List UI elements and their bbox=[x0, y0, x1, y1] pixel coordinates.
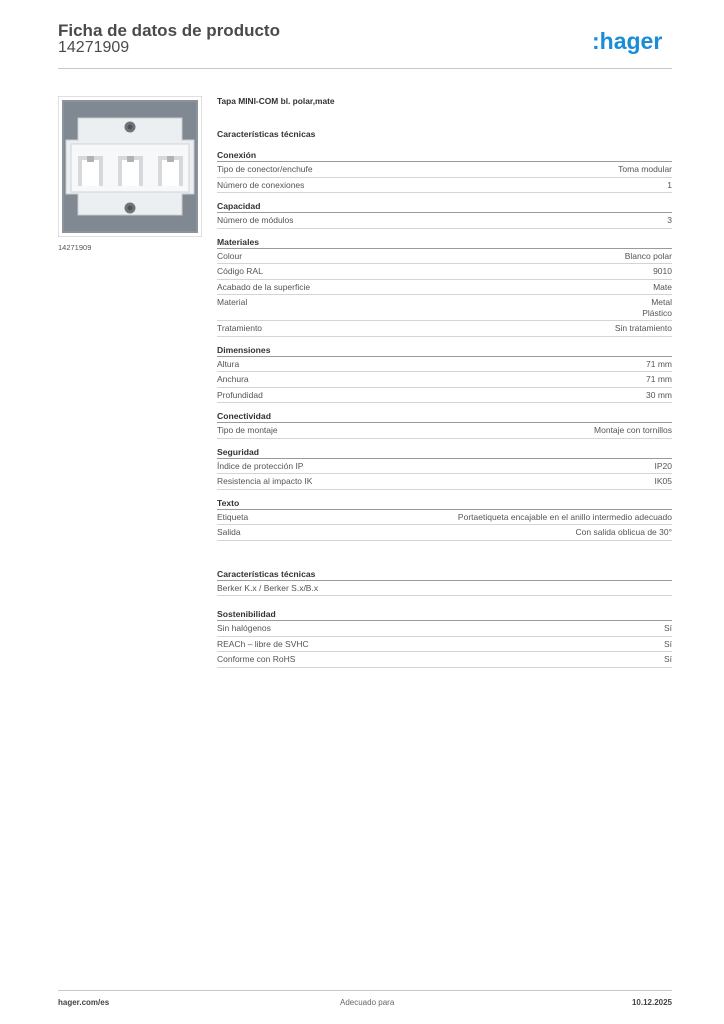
spec-value bbox=[646, 374, 672, 385]
spec-row-indice-de-proteccion-ip bbox=[217, 459, 672, 475]
spec-label: Anchura bbox=[217, 374, 249, 384]
spec-row-tipo-de-montaje bbox=[217, 423, 672, 439]
spec-value-line: IP20 bbox=[654, 460, 672, 471]
spec-value-line: Montaje con tornillos bbox=[594, 425, 672, 435]
spec-group-dimensiones bbox=[217, 342, 672, 404]
spec-row-conforme-con-rohs bbox=[217, 652, 672, 668]
spec-row-numero-de-conexiones bbox=[217, 178, 672, 194]
hager-logo bbox=[592, 28, 674, 58]
spec-group-capacidad bbox=[217, 198, 672, 229]
spec-value bbox=[667, 180, 672, 191]
spec-value bbox=[653, 266, 672, 277]
spec-group-title: Conexión bbox=[217, 147, 672, 162]
spec-value-line: Sí bbox=[663, 623, 672, 633]
spec-label: Colour bbox=[217, 250, 243, 261]
spec-row-profundidad bbox=[217, 388, 672, 404]
spec-value bbox=[664, 639, 672, 650]
spec-row-material bbox=[217, 295, 672, 321]
spec-value-line: 1 bbox=[667, 179, 672, 190]
spec-value bbox=[576, 527, 673, 538]
spec-value-line: 9010 bbox=[653, 266, 672, 276]
spec-value bbox=[646, 390, 672, 401]
spec-row-anchura bbox=[217, 372, 672, 388]
spec-row-codigo-ral bbox=[217, 264, 672, 280]
spec-value bbox=[653, 282, 672, 293]
section-title-technical-2: Características técnicas bbox=[217, 566, 672, 581]
spec-label: Número de conexiones bbox=[217, 179, 305, 190]
section-title-technical: Características técnicas bbox=[217, 129, 316, 139]
header-divider bbox=[58, 68, 672, 69]
product-code-header: 14271909 bbox=[58, 39, 130, 56]
spec-value-line: 71 mm bbox=[646, 358, 672, 369]
spec-row-tipo-de-conector-enchufe bbox=[217, 162, 672, 178]
spec-label: Profundidad bbox=[217, 389, 263, 400]
spec-row-resistencia-al-impacto-ik bbox=[217, 474, 672, 490]
spec-value bbox=[458, 512, 672, 523]
footer-divider bbox=[58, 990, 672, 991]
spec-groups bbox=[217, 147, 672, 541]
spec-label: REACh – libre de SVHC bbox=[217, 638, 309, 649]
spec-sheet bbox=[217, 92, 672, 668]
spec-group-conectividad bbox=[217, 408, 672, 439]
spec-row-salida bbox=[217, 525, 672, 541]
hager-logo-text: :hager bbox=[592, 28, 663, 54]
spec-value-line: 71 mm bbox=[646, 374, 672, 384]
spec-value-line: Con salida oblicua de 30° bbox=[575, 527, 672, 537]
spec-group-texto bbox=[217, 495, 672, 541]
footer-website: hager.com/es bbox=[58, 998, 110, 1007]
spec-label: Etiqueta bbox=[217, 511, 249, 522]
spec-group-title: Dimensiones bbox=[217, 342, 672, 357]
spec-label: Acabado de la superficie bbox=[217, 281, 311, 292]
spec-label: Número de módulos bbox=[217, 215, 294, 225]
spec-value bbox=[664, 654, 672, 665]
compatibility-row bbox=[217, 581, 672, 597]
spec-value-line: Sí bbox=[663, 654, 672, 664]
spec-group-seguridad bbox=[217, 444, 672, 490]
spec-row-reach-libre-de-svhc bbox=[217, 637, 672, 653]
spec-group-conexion bbox=[217, 147, 672, 193]
spec-value bbox=[615, 323, 672, 334]
spec-row-acabado-de-la-superficie bbox=[217, 280, 672, 296]
spec-group-materiales bbox=[217, 234, 672, 337]
spec-label: Altura bbox=[217, 358, 240, 369]
spec-value bbox=[625, 251, 672, 262]
spec-row-numero-de-modulos bbox=[217, 213, 672, 229]
spec-label: Conforme con RoHS bbox=[217, 654, 296, 664]
spec-row-etiqueta bbox=[217, 510, 672, 526]
spec-value bbox=[642, 297, 672, 318]
sustainability-group bbox=[217, 606, 672, 668]
spec-value-line: Toma modular bbox=[618, 164, 672, 174]
spec-group-title: Conectividad bbox=[217, 408, 672, 423]
compatibility-group bbox=[217, 566, 672, 597]
spec-group-title: Materiales bbox=[217, 234, 672, 249]
spec-label: Material bbox=[217, 297, 248, 307]
spec-label: Índice de protección IP bbox=[217, 460, 304, 471]
spec-label: Salida bbox=[217, 527, 241, 537]
spec-row-sin-halogenos bbox=[217, 621, 672, 637]
spec-value-line: Blanco polar bbox=[624, 250, 672, 261]
image-caption: 14271909 bbox=[58, 243, 92, 252]
product-title: Tapa MINI-COM bl. polar,mate bbox=[217, 96, 335, 106]
spec-row-colour bbox=[217, 249, 672, 265]
spec-group-title: Seguridad bbox=[217, 444, 672, 459]
spec-row-altura bbox=[217, 357, 672, 373]
spec-value bbox=[618, 164, 672, 175]
spec-label: Tipo de montaje bbox=[217, 425, 278, 435]
spec-label: Tratamiento bbox=[217, 323, 263, 333]
spec-label: Sin halógenos bbox=[217, 623, 271, 633]
spec-value-line: Plástico bbox=[642, 307, 672, 318]
spec-label: Tipo de conector/enchufe bbox=[217, 164, 313, 174]
spec-row-tratamiento bbox=[217, 321, 672, 337]
spec-value-line: 30 mm bbox=[646, 389, 672, 400]
spec-value bbox=[655, 476, 673, 487]
spec-value-line: Sin tratamiento bbox=[614, 323, 672, 333]
spec-label: Código RAL bbox=[217, 266, 263, 276]
spec-value bbox=[667, 215, 672, 226]
footer-suitable-for: Adecuado para bbox=[340, 998, 395, 1007]
spec-value-line: Mate bbox=[653, 281, 672, 292]
footer-date: 10.12.2025 bbox=[631, 998, 672, 1007]
compatibility-label: Berker K.x / Berker S.x/B.x bbox=[217, 582, 319, 593]
product-image bbox=[58, 96, 202, 237]
sustainability-title: Sostenibilidad bbox=[217, 606, 672, 621]
spec-value bbox=[594, 425, 672, 436]
spec-value bbox=[646, 359, 672, 370]
spec-value bbox=[664, 623, 672, 634]
spec-value-line: 3 bbox=[667, 215, 672, 225]
spec-group-title: Texto bbox=[217, 495, 672, 510]
spec-value-line: Sí bbox=[663, 638, 672, 649]
spec-value-line: IK05 bbox=[654, 476, 672, 486]
page-title: Ficha de datos de producto bbox=[58, 21, 280, 40]
spec-label: Resistencia al impacto IK bbox=[217, 476, 313, 486]
spec-value-line: Portaetiqueta encajable en el anillo intermedio adecuado bbox=[457, 511, 672, 522]
spec-value bbox=[655, 461, 673, 472]
spec-group-title: Capacidad bbox=[217, 198, 672, 213]
spec-value-line: Metal bbox=[651, 297, 672, 307]
